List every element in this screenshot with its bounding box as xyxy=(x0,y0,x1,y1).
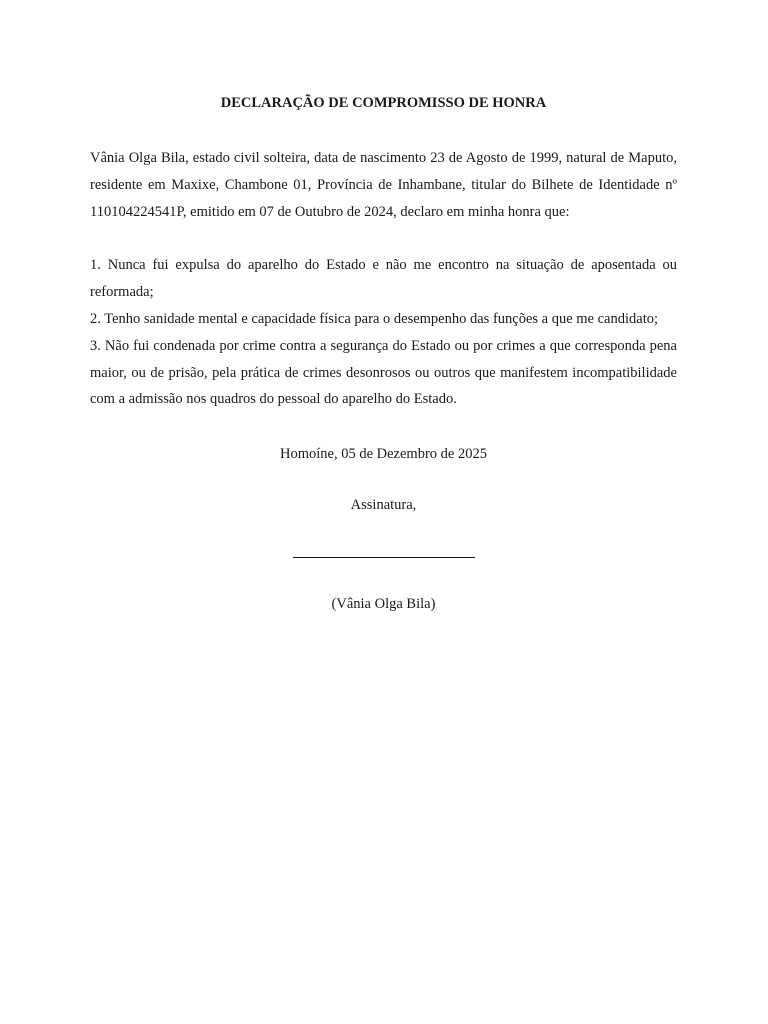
place-date: Homoíne, 05 de Dezembro de 2025 xyxy=(280,446,487,463)
document-page xyxy=(90,93,677,614)
signer-name: (Vânia Olga Bila) xyxy=(331,596,436,613)
signature-line xyxy=(293,557,475,558)
declaration-item-3: 3. Não fui condenada por crime contra a segurança do Estado ou por crimes a que corresponda pena maior, ou de prisão, pela prática de crimes desonrosos ou outros que manifestem incompatibilidade com a admissão nos quadros do pessoal do aparelho do Estado. xyxy=(90,337,677,408)
document-title: DECLARAÇÃO DE COMPROMISSO DE HONRA xyxy=(220,95,547,111)
signature-label: Assinatura, xyxy=(350,497,417,514)
intro-paragraph: Vânia Olga Bila, estado civil solteira, data de nascimento 23 de Agosto de 1999, natural de Maputo, residente em Maxixe, Chambone 01, Província de Inhambane, titular do Bilhete de Identidade nº 110104224541P, emitido em 07 de Outubro de 2024, declaro em minha honra que: xyxy=(90,150,677,220)
declaration-item-2: 2. Tenho sanidade mental e capacidade física para o desempenho das funções a que me candidato; xyxy=(90,310,659,327)
declaration-item-1: 1. Nunca fui expulsa do aparelho do Estado e não me encontro na situação de aposentada ou reformada; xyxy=(90,257,677,301)
